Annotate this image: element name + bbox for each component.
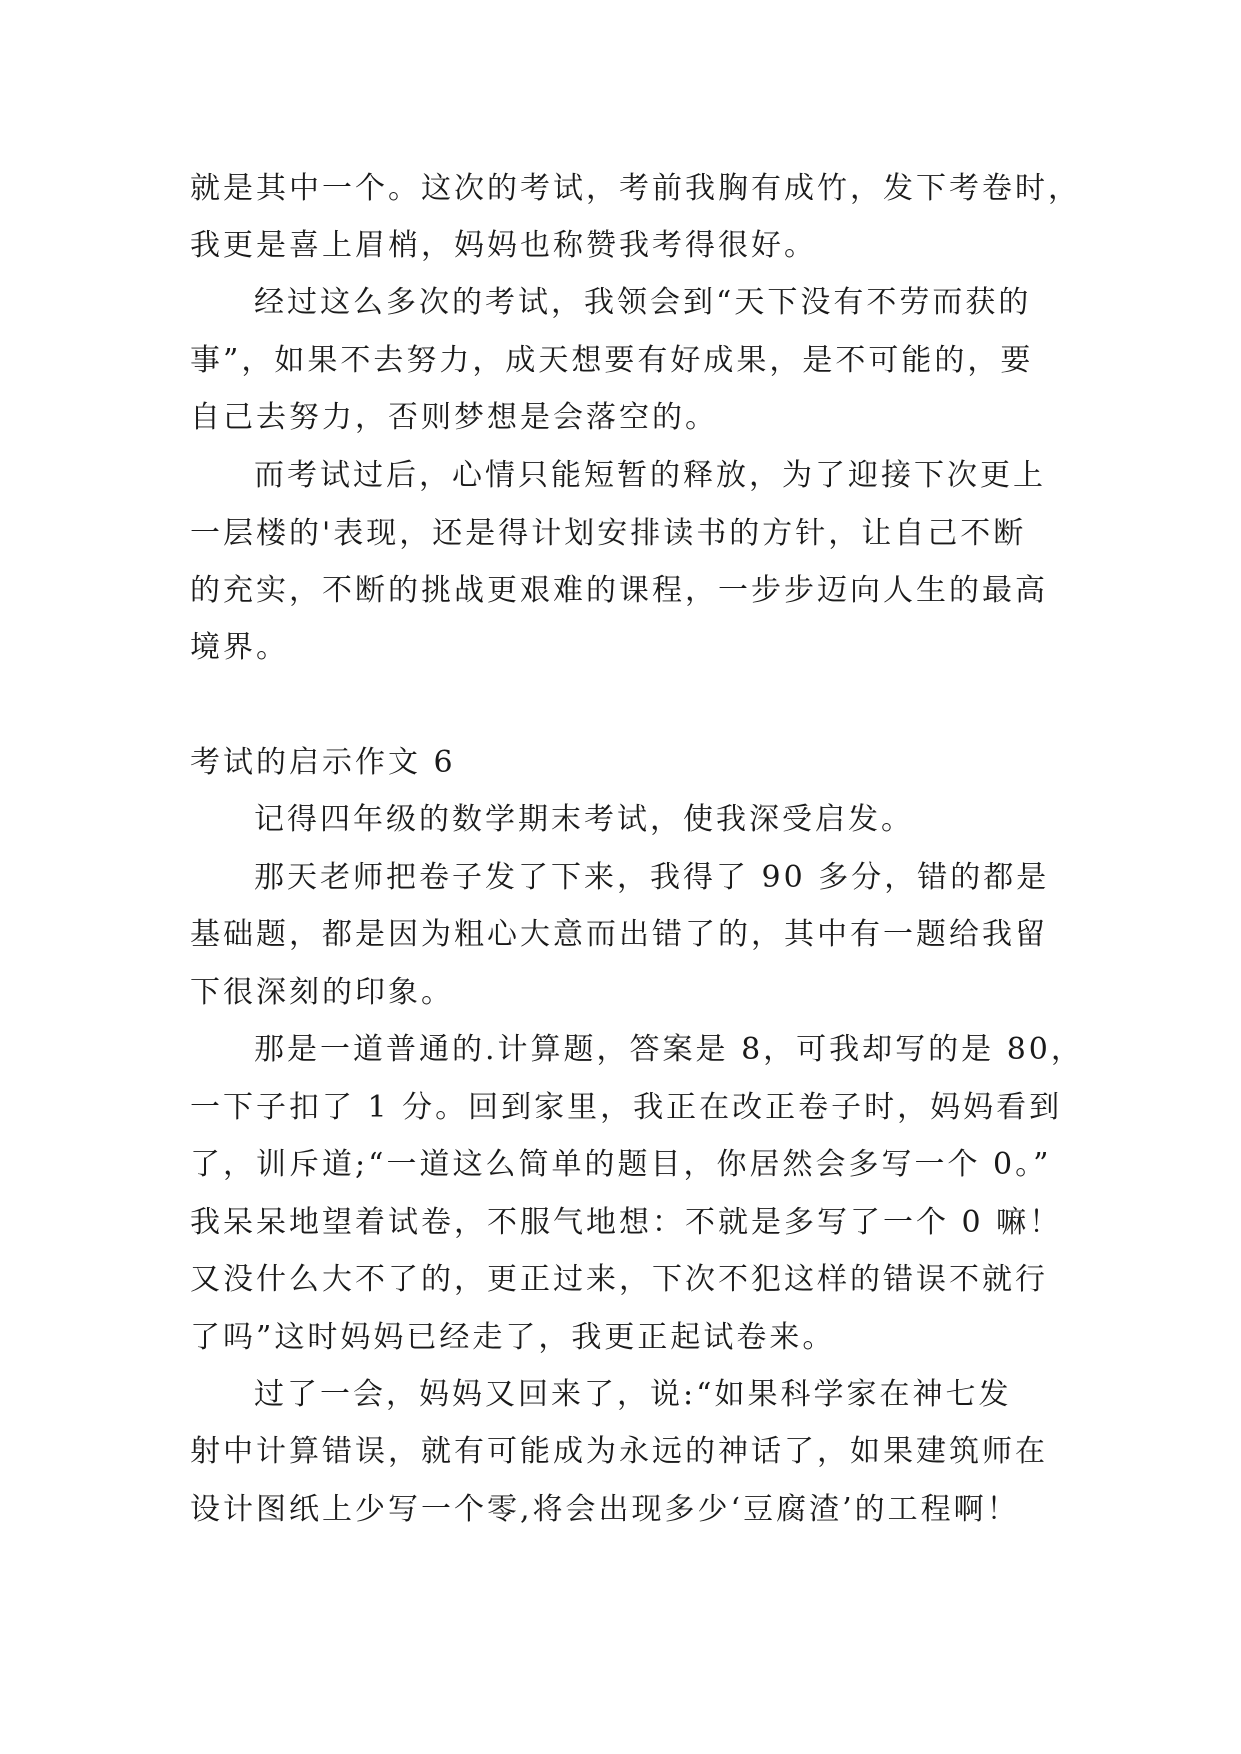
paragraph-line: 基础题，都是因为粗心大意而出错了的，其中有一题给我留 (190, 917, 1048, 952)
paragraph-line: 射中计算错误，就有可能成为永远的神话了，如果建筑师在 (190, 1434, 1048, 1469)
paragraph-line: 自己去努力，否则梦想是会落空的。 (190, 400, 718, 435)
paragraph-line: 记得四年级的数学期末考试，使我深受启发。 (254, 802, 914, 837)
paragraph-line: 我更是喜上眉梢，妈妈也称赞我考得很好。 (190, 228, 817, 263)
section-heading: 考试的启示作文 6 (190, 745, 456, 780)
paragraph-line: 境界。 (190, 630, 289, 665)
paragraph-line: 了吗”这时妈妈已经走了，我更正起试卷来。 (190, 1320, 836, 1355)
paragraph-line: 设计图纸上少写一个零,将会出现多少‘豆腐渣’的工程啊！ (190, 1492, 1020, 1527)
paragraph-line: 那天老师把卷子发了下来，我得了 90 多分，错的都是 (254, 860, 1050, 895)
paragraph-line: 的充实，不断的挑战更艰难的课程，一步步迈向人生的最高 (190, 573, 1048, 608)
paragraph-line: 一下子扣了 1 分。回到家里，我正在改正卷子时，妈妈看到 (190, 1090, 1063, 1125)
paragraph-line: 了，训斥道;“一道这么简单的题目，你居然会多写一个 0。” (190, 1147, 1052, 1182)
paragraph-line: 又没什么大不了的，更正过来，下次不犯这样的错误不就行 (190, 1262, 1048, 1297)
paragraph-line: 我呆呆地望着试卷，不服气地想：不就是多写了一个 0 嘛！ (190, 1205, 1063, 1240)
paragraph-line: 而考试过后，心情只能短暂的释放，为了迎接下次更上 (254, 458, 1046, 493)
paragraph-line: 就是其中一个。这次的考试，考前我胸有成竹，发下考卷时， (190, 171, 1081, 206)
paragraph-line: 一层楼的'表现，还是得计划安排读书的方针，让自己不断 (190, 516, 1027, 551)
paragraph-line: 那是一道普通的.计算题，答案是 8，可我却写的是 80， (254, 1032, 1084, 1067)
paragraph-line: 事”，如果不去努力，成天想要有好成果，是不可能的，要 (190, 343, 1034, 378)
paragraph-line: 经过这么多次的考试，我领会到“天下没有不劳而获的 (254, 285, 1032, 320)
paragraph-line: 过了一会，妈妈又回来了，说:“如果科学家在神七发 (254, 1377, 1012, 1412)
paragraph-line: 下很深刻的印象。 (190, 975, 454, 1010)
